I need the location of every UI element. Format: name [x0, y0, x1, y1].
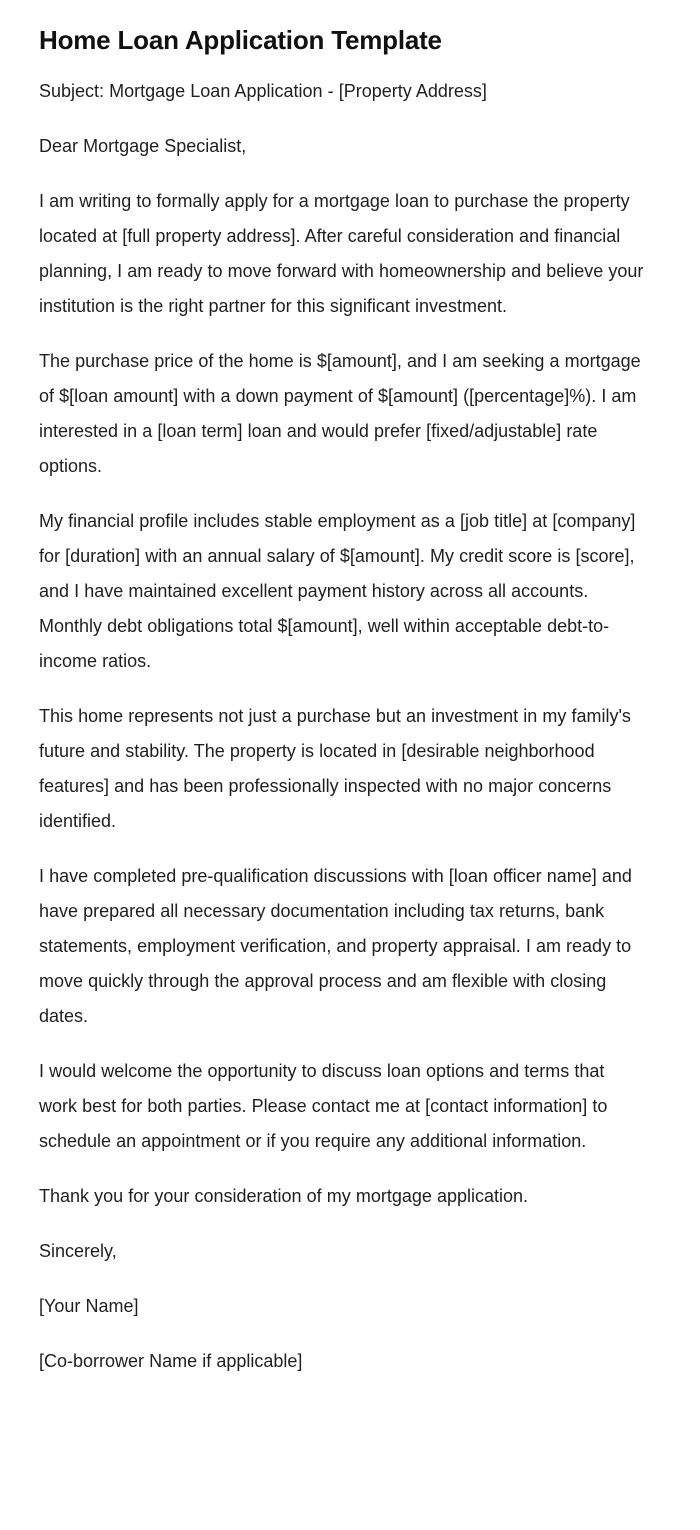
financial-profile-paragraph: My financial profile includes stable employment as a [job title] at [company] for [duration] with an annual salary of $[amount]. My credit score is [score], and I have maintained excellent payment history across all accounts. Monthly debt obligations total $[amount], well within acceptable debt-to-income ratios.	[39, 511, 636, 671]
loan-terms-paragraph: The purchase price of the home is $[amount], and I am seeking a mortgage of $[loan amount] with a down payment of $[amount] ([percentage]%). I am interested in a [loan term] loan and would prefer [fixed/adjustable] rate options.	[39, 351, 641, 476]
salutation: Dear Mortgage Specialist,	[39, 136, 247, 156]
intro-paragraph: I am writing to formally apply for a mortgage loan to purchase the property located at [full property address]. After careful consideration and financial planning, I am ready to move forward with homeownership and believe your institution is the right partner for this significant investment.	[39, 191, 644, 316]
subject-line: Subject: Mortgage Loan Application - [Property Address]	[39, 81, 487, 101]
thank-you-paragraph: Thank you for your consideration of my mortgage application.	[39, 1186, 529, 1206]
signature-name: [Your Name]	[39, 1296, 139, 1316]
page-title: Home Loan Application Template	[39, 25, 442, 55]
contact-paragraph: I would welcome the opportunity to discuss loan options and terms that work best for both parties. Please contact me at [contact information] to schedule an appointment or if you require any additional information.	[39, 1061, 608, 1151]
investment-paragraph: This home represents not just a purchase but an investment in my family's future and stability. The property is located in [desirable neighborhood features] and has been professionally inspected with no major concerns identified.	[39, 706, 631, 831]
co-borrower-name: [Co-borrower Name if applicable]	[39, 1351, 303, 1371]
closing: Sincerely,	[39, 1241, 117, 1261]
pre-qualification-paragraph: I have completed pre-qualification discussions with [loan officer name] and have prepared all necessary documentation including tax returns, bank statements, employment verification, and property appraisal. I am ready to move quickly through the approval process and am flexible with closing dates.	[39, 866, 632, 1026]
